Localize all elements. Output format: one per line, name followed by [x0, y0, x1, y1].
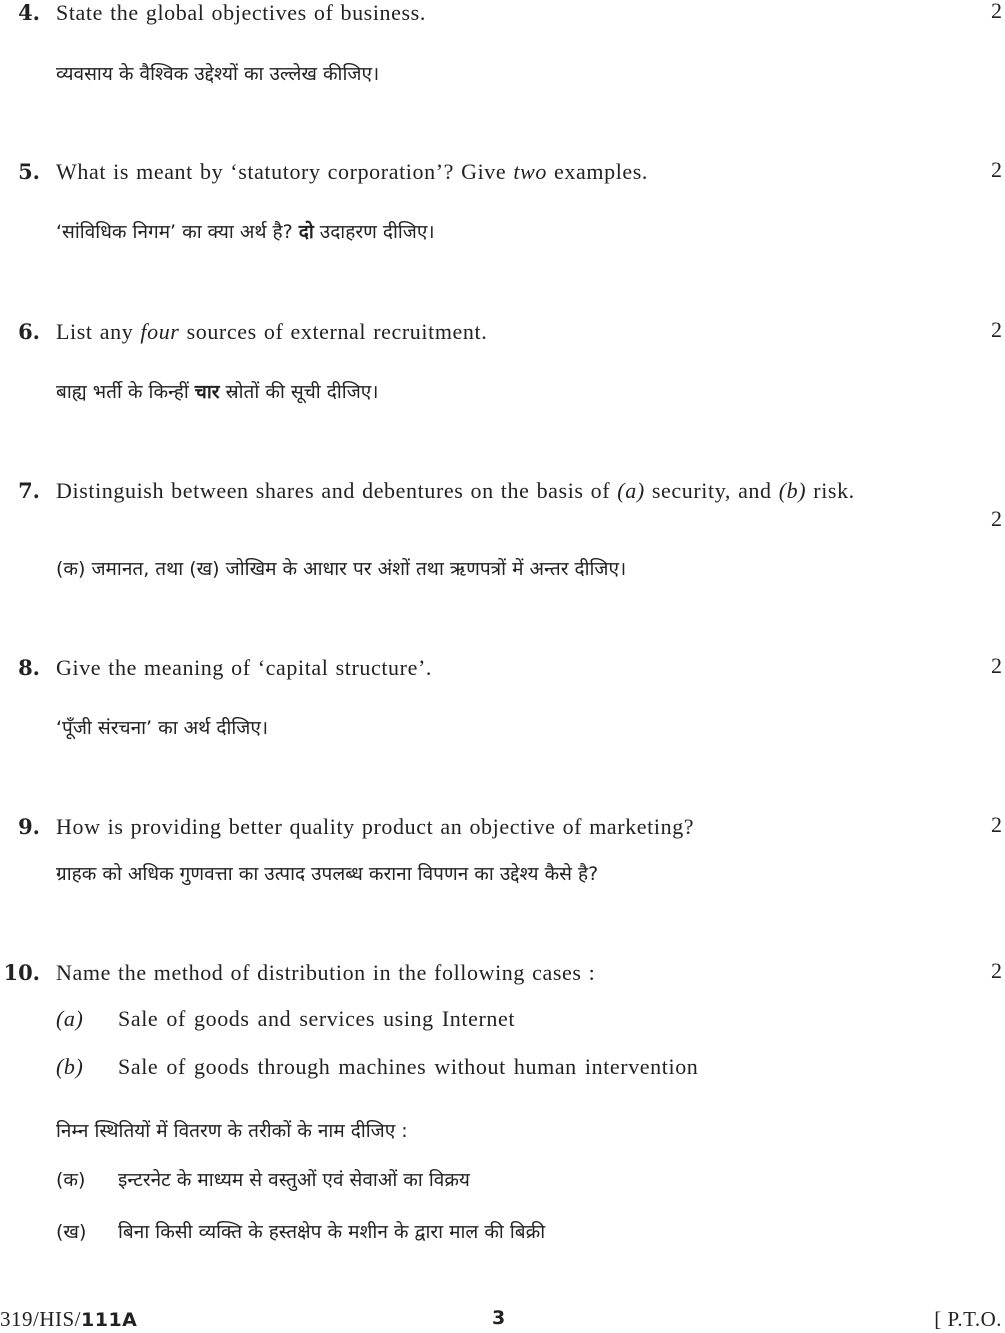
question-marks: 2 — [991, 958, 1002, 983]
question-number: 9. — [18, 814, 40, 839]
question-text-hi: निम्न स्थितियों में वितरण के तरीकों के नाम दीजिए : — [56, 1120, 408, 1142]
question-marks: 2 — [991, 812, 1002, 837]
question-text-en: State the global objectives of business. — [56, 0, 426, 25]
question-number: 6. — [18, 319, 40, 344]
question-text-hi: (क) जमानत, तथा (ख) जोखिम के आधार पर अंशों तथा ऋणपत्रों में अन्तर दीजिए। — [56, 558, 627, 580]
question-marks: 2 — [991, 157, 1002, 182]
sub-item-label: (a) — [56, 1006, 84, 1031]
question-text-en: Name the method of distribution in the following cases : — [56, 960, 596, 985]
sub-item-text: इन्टरनेट के माध्यम से वस्तुओं एवं सेवाओं का विक्रय — [118, 1169, 470, 1191]
sub-item-text: Sale of goods through machines without human intervention — [118, 1054, 699, 1079]
page-footer — [0, 1307, 1005, 1333]
question-text-en: What is meant by ‘statutory corporation’? Give two examples. — [56, 159, 649, 184]
question-text-hi: ‘पूँजी संरचना’ का अर्थ दीजिए। — [56, 717, 269, 739]
question-text-hi: ‘सांविधिक निगम’ का क्या अर्थ है? दो उदाहरण दीजिए। — [56, 221, 435, 243]
question-text-hi: ग्राहक को अधिक गुणवत्ता का उत्पाद उपलब्ध कराना विपणन का उद्देश्य कैसे है? — [56, 863, 599, 885]
question-marks: 2 — [991, 0, 1002, 23]
question-number: 4. — [18, 0, 40, 25]
question-number: 7. — [18, 478, 40, 503]
question-text-en: Give the meaning of ‘capital structure’. — [56, 655, 432, 680]
sub-item-text: Sale of goods and services using Internet — [118, 1006, 516, 1031]
sub-item-label: (b) — [56, 1054, 84, 1079]
question-number: 5. — [18, 159, 40, 184]
sub-item-label: (ख) — [56, 1221, 87, 1243]
sub-item-label: (क) — [56, 1169, 86, 1191]
page-number: 3 — [492, 1307, 506, 1329]
question-text-hi: बाह्य भर्ती के किन्हीं चार स्रोतों की सूची दीजिए। — [56, 381, 379, 403]
question-text-en: List any four sources of external recruitment. — [56, 319, 488, 344]
question-marks: 2 — [991, 317, 1002, 342]
sub-item-text: बिना किसी व्यक्ति के हस्तक्षेप के मशीन के द्वारा माल की बिक्री — [118, 1221, 546, 1243]
question-text-en: Distinguish between shares and debentures on the basis of (a) security, and (b) risk. — [56, 478, 855, 503]
paper-code: 319/HIS/111A — [0, 1307, 138, 1331]
pto-label: [ P.T.O. — [934, 1307, 1002, 1331]
question-marks: 2 — [991, 506, 1002, 531]
question-number: 8. — [18, 655, 40, 680]
question-number: 10. — [3, 960, 40, 985]
question-text-hi: व्यवसाय के वैश्विक उद्देश्यों का उल्लेख कीजिए। — [56, 63, 380, 85]
question-marks: 2 — [991, 653, 1002, 678]
question-text-en: How is providing better quality product an objective of marketing? — [56, 814, 695, 839]
